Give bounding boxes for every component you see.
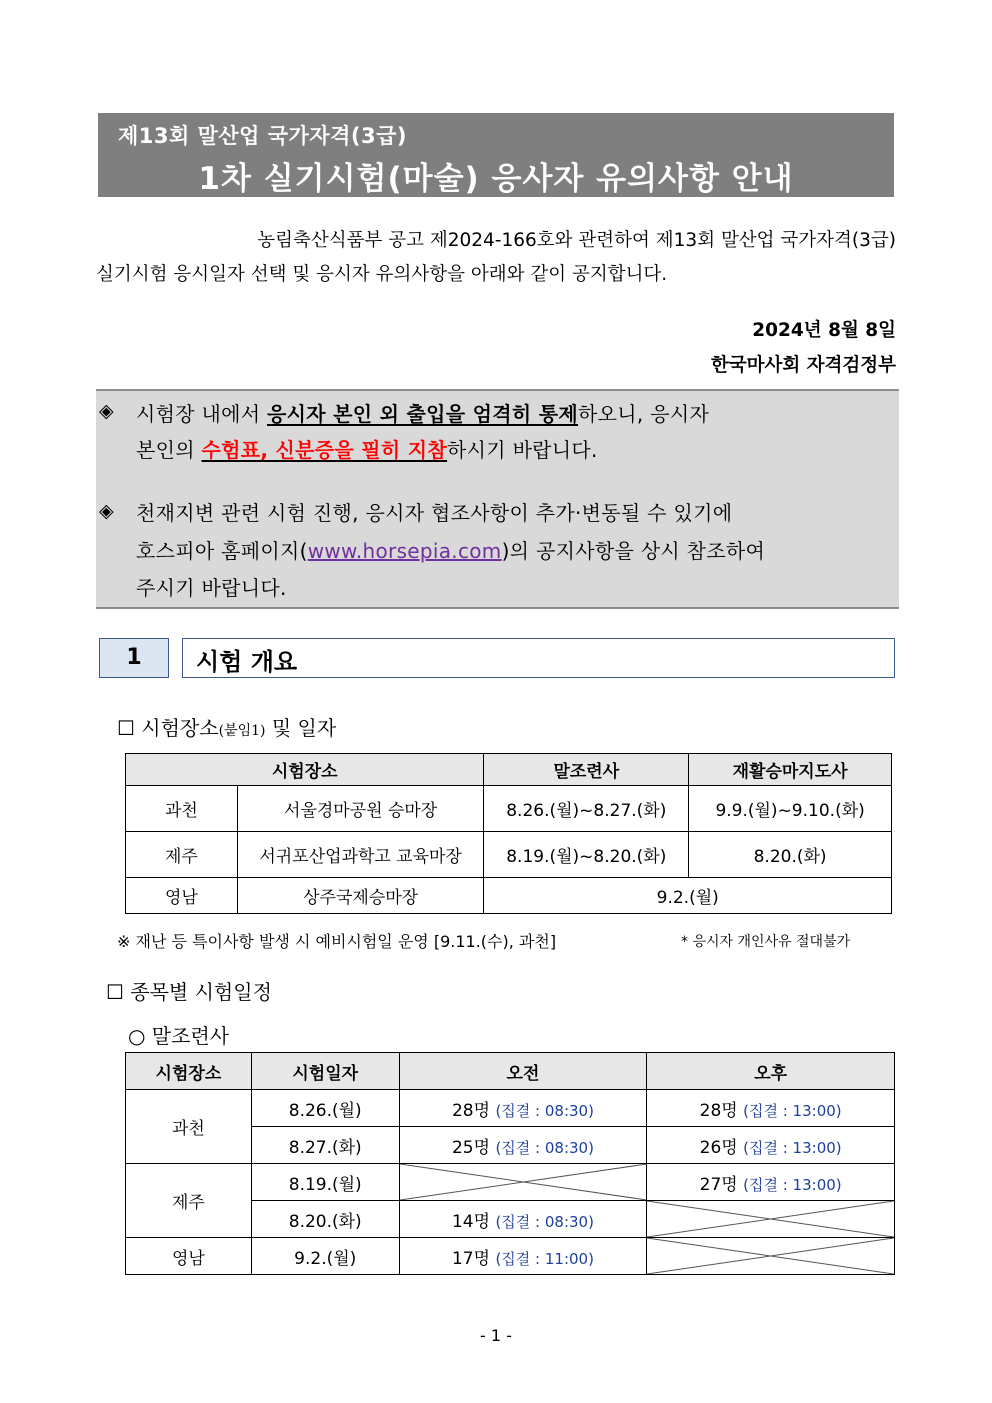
- venue-heading-text: 시험장소: [141, 716, 219, 740]
- notice-text: 호스피아 홈페이지(: [136, 539, 308, 563]
- cross-out-icon: [647, 1238, 894, 1274]
- gather-time: (집결 : 08:30): [495, 1212, 594, 1231]
- place-cell: 서울경마공원 승마장: [237, 786, 484, 832]
- venue-table: [125, 753, 892, 914]
- table-row: [126, 1090, 895, 1127]
- diamond-bullet-icon: ◈: [99, 500, 114, 522]
- rehab-date-cell: 9.9.(월)~9.10.(화): [689, 786, 892, 832]
- afternoon-cell: [647, 1090, 895, 1127]
- cross-out-icon: [400, 1164, 647, 1200]
- trainer-date-cell: 8.19.(월)~8.20.(화): [484, 832, 689, 878]
- notice-text: 본인의: [136, 438, 202, 462]
- notice-red-emphasis: 수험표, 신분증을 필히 지참: [201, 438, 448, 462]
- afternoon-cell: [647, 1127, 895, 1164]
- header-venue: 시험장소: [126, 754, 484, 786]
- header-horse-trainer: 말조련사: [484, 754, 689, 786]
- table-header-row: [126, 1053, 895, 1090]
- crossed-out-cell: [647, 1238, 895, 1275]
- gather-time: (집결 : 08:30): [495, 1101, 594, 1120]
- region-cell: 영남: [126, 878, 238, 914]
- header-date: 시험일자: [251, 1053, 399, 1090]
- schedule-heading: ☐ 종목별 시험일정: [106, 980, 272, 1004]
- intro-line-1: 농림축산식품부 공고 제2024-166호와 관련하여 제13회 말산업 국가자격(3급): [257, 230, 896, 251]
- morning-cell: [399, 1201, 647, 1238]
- trainer-heading: ○ 말조련사: [128, 1024, 230, 1048]
- venue-heading: [117, 712, 336, 741]
- venue-heading-rest: 및 일자: [265, 716, 337, 740]
- date-cell: 8.26.(월): [251, 1090, 399, 1127]
- afternoon-cell: [647, 1164, 895, 1201]
- section-number: 1: [99, 638, 169, 678]
- crossed-out-cell: [647, 1201, 895, 1238]
- notice-1-line-1: [136, 398, 709, 427]
- table-row: [126, 832, 892, 878]
- table-row: [126, 786, 892, 832]
- region-cell: 과천: [126, 786, 238, 832]
- gather-time: (집결 : 13:00): [743, 1101, 842, 1120]
- notice-date: 2024년 8월 8일: [752, 320, 896, 341]
- gather-time: (집결 : 11:00): [495, 1249, 594, 1268]
- horsepia-link[interactable]: www.horsepia.com: [307, 539, 502, 563]
- notice-text: 시험장 내에서: [136, 402, 268, 426]
- header-venue: 시험장소: [126, 1053, 252, 1090]
- schedule-table: [125, 1052, 895, 1275]
- date-cell: 8.27.(화): [251, 1127, 399, 1164]
- morning-cell: [399, 1127, 647, 1164]
- trainer-date-cell: 8.26.(월)~8.27.(화): [484, 786, 689, 832]
- gather-time: (집결 : 08:30): [495, 1138, 594, 1157]
- page-title: 1차 실기시험(마술) 응사자 유의사항 안내: [198, 161, 794, 197]
- date-cell: 8.20.(화): [251, 1201, 399, 1238]
- checkbox-icon: ☐: [117, 716, 135, 740]
- intro-line-2: 실기시험 응시일자 선택 및 응시자 유의사항을 아래와 같이 공지합니다.: [96, 264, 668, 285]
- examinee-count: 25명: [451, 1137, 491, 1158]
- examinee-count: 28명: [451, 1100, 491, 1121]
- personal-reason-note: * 응시자 개인사유 절대불가: [681, 934, 851, 950]
- examinee-count: 14명: [451, 1211, 491, 1232]
- examinee-count: 17명: [451, 1248, 491, 1269]
- examinee-count: 27명: [699, 1174, 738, 1195]
- notice-2-line-2: [136, 535, 765, 564]
- notice-2-line-3: 주시기 바랍니다.: [136, 576, 287, 600]
- title-subtitle: 제13회 말산업 국가자격(3급): [118, 124, 408, 148]
- morning-cell: [399, 1238, 647, 1275]
- examinee-count: 28명: [699, 1100, 738, 1121]
- cross-out-icon: [647, 1201, 894, 1237]
- gather-time: (집결 : 13:00): [743, 1175, 842, 1194]
- region-cell: 영남: [126, 1238, 252, 1275]
- notice-text: )의 공지사항을 상시 참조하여: [501, 539, 766, 563]
- section-title: 시험 개요: [196, 648, 298, 676]
- table-header-row: [126, 754, 892, 786]
- issuing-organization: 한국마사회 자격검정부: [710, 355, 896, 376]
- header-rehab-instructor: 재활승마지도사: [689, 754, 892, 786]
- place-cell: 상주국제승마장: [237, 878, 484, 914]
- notice-text: 하시기 바랍니다.: [447, 438, 598, 462]
- date-cell: 9.2.(월): [251, 1238, 399, 1275]
- region-cell: 제주: [126, 1164, 252, 1238]
- notice-emphasis: 응시자 본인 외 출입을 엄격히 통제: [267, 402, 579, 426]
- notice-text: 하오니, 응시자: [578, 402, 710, 426]
- table-row: [126, 1164, 895, 1201]
- gather-time: (집결 : 13:00): [743, 1138, 842, 1157]
- combined-date-cell: 9.2.(월): [484, 878, 892, 914]
- place-cell: 서귀포산업과학고 교육마장: [237, 832, 484, 878]
- examinee-count: 26명: [699, 1137, 738, 1158]
- region-cell: 과천: [126, 1090, 252, 1164]
- reserve-date-note: ※ 재난 등 특이사항 발생 시 예비시험일 운영 [9.11.(수), 과천]: [117, 932, 557, 951]
- region-cell: 제주: [126, 832, 238, 878]
- morning-cell: [399, 1090, 647, 1127]
- attachment-ref: (붙임1): [218, 723, 266, 739]
- date-cell: 8.19.(월): [251, 1164, 399, 1201]
- crossed-out-cell: [399, 1164, 647, 1201]
- table-row: [126, 878, 892, 914]
- notice-1-line-2: [136, 434, 598, 463]
- page-number: - 1 -: [480, 1326, 512, 1345]
- notice-2-line-1: 천재지변 관련 시험 진행, 응시자 협조사항이 추가·변동될 수 있기에: [136, 501, 733, 525]
- rehab-date-cell: 8.20.(화): [689, 832, 892, 878]
- table-row: [126, 1238, 895, 1275]
- header-morning: 오전: [399, 1053, 647, 1090]
- header-afternoon: 오후: [647, 1053, 895, 1090]
- diamond-bullet-icon: ◈: [99, 400, 114, 422]
